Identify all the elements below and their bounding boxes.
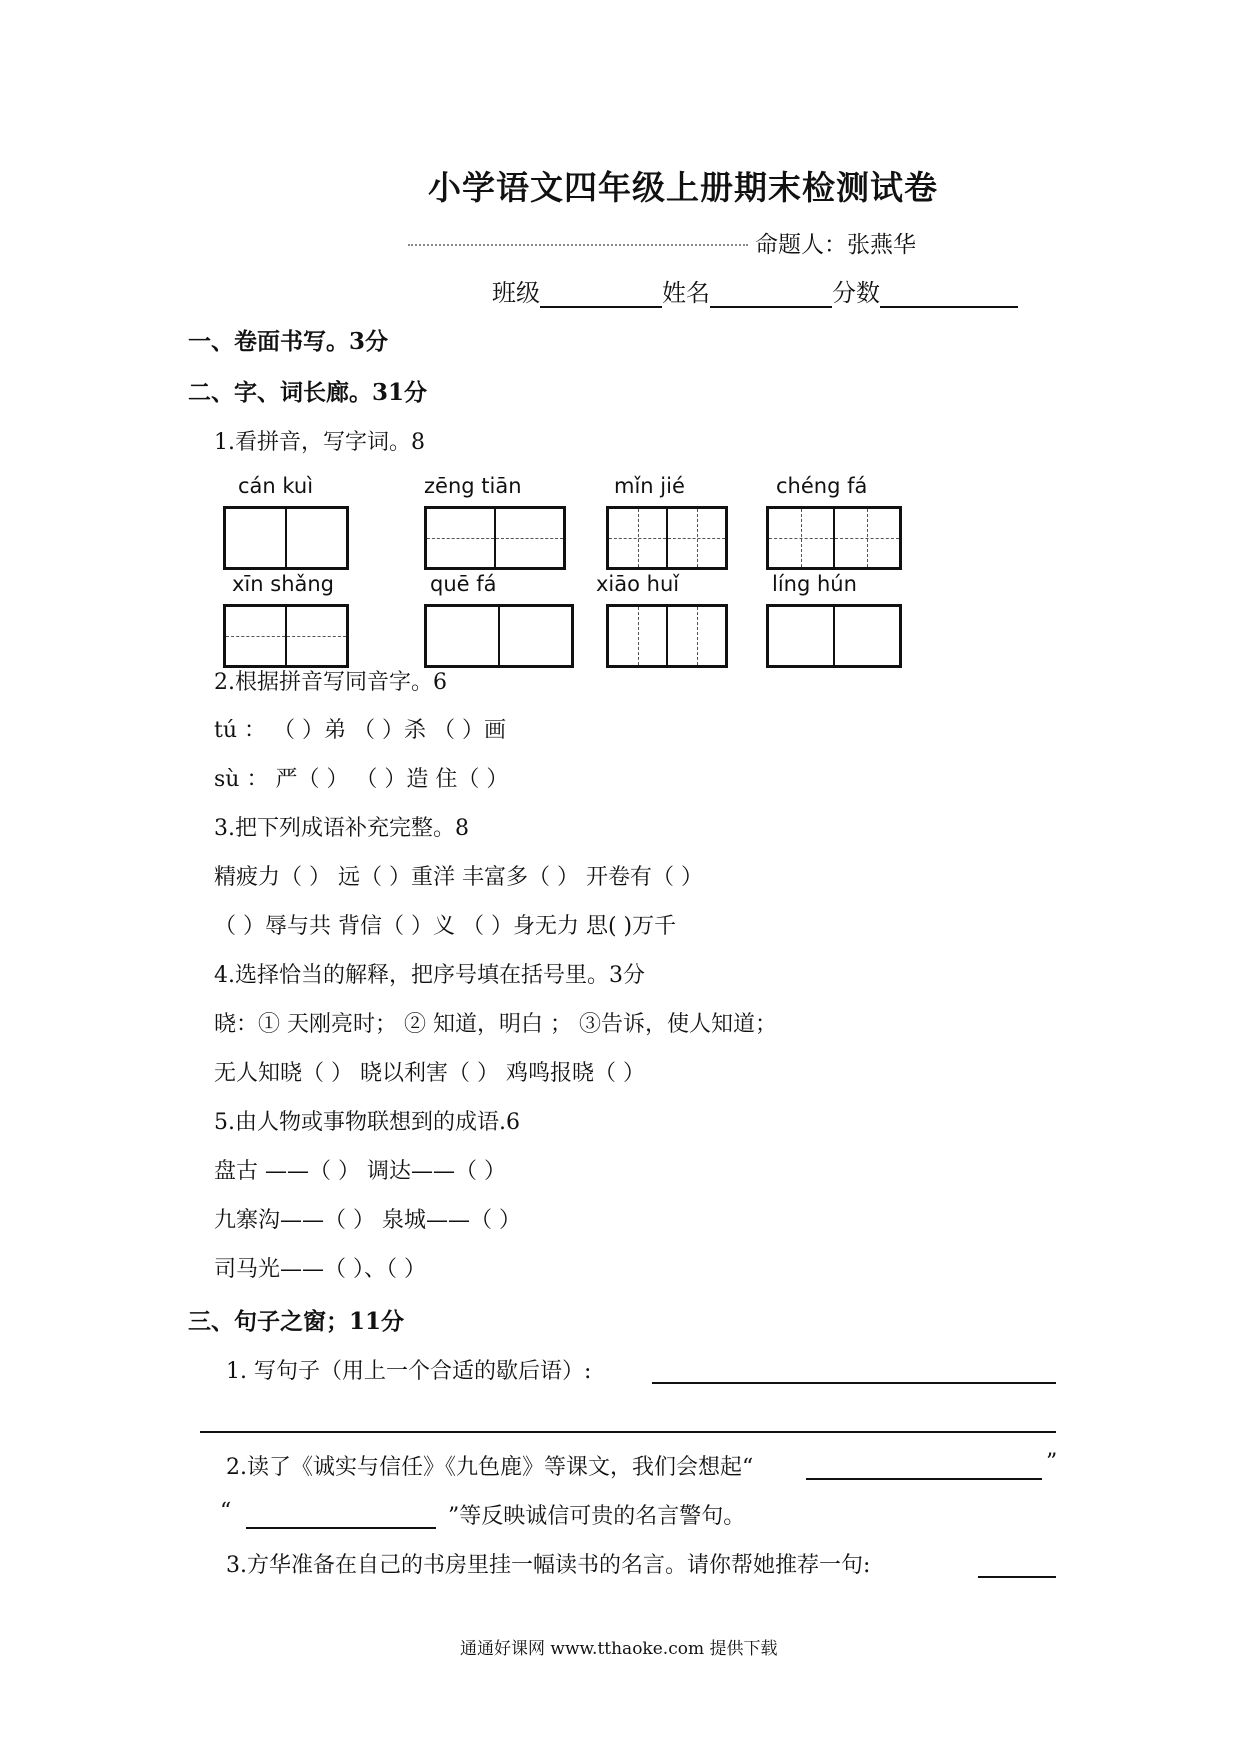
class-label: 班级 <box>492 279 540 307</box>
s3-q2-open-quote: “ <box>220 1499 232 1524</box>
s3-q2-a: 2.读了《诚实与信任》《九色鹿》等课文，我们会想起“ <box>226 1455 754 1480</box>
pinyin-2: zēng tiān <box>424 474 522 498</box>
q3-row-1: 精疲力（ ） 远（ ）重洋 丰富多（ ） 开卷有（ ） <box>214 865 703 890</box>
q2-row-1: tú ： （ ）弟 （ ）杀 （ ）画 <box>214 718 506 743</box>
score-label: 分数 <box>832 279 880 307</box>
pinyin-6: quē fá <box>430 572 497 596</box>
pinyin-5: xīn shǎng <box>232 572 335 596</box>
writing-box-5[interactable] <box>223 604 349 668</box>
writing-box-3[interactable] <box>606 506 728 570</box>
q3-title: 3.把下列成语补充完整。8 <box>214 816 469 841</box>
q3-row-2: （ ）辱与共 背信（ ）义 （ ）身无力 思( )万千 <box>214 914 677 939</box>
s3-q2-answer-line-2[interactable] <box>246 1527 436 1529</box>
writing-box-2[interactable] <box>424 506 566 570</box>
section-1-heading: 一、卷面书写。3分 <box>188 328 389 355</box>
section-2-heading: 二、字、词长廊。31分 <box>188 379 428 406</box>
writing-box-6[interactable] <box>424 604 574 668</box>
author: 命题人：张燕华 <box>755 232 916 258</box>
writing-box-4[interactable] <box>766 506 902 570</box>
pinyin-8: líng hún <box>772 572 857 596</box>
q5-row-3: 司马光——（ ）、（ ） <box>214 1257 426 1282</box>
writing-box-7[interactable] <box>606 604 728 668</box>
student-info <box>492 273 1018 308</box>
s3-q1-answer-line[interactable] <box>652 1382 1056 1384</box>
s3-q2-b: ”等反映诚信可贵的名言警句。 <box>448 1504 746 1529</box>
pinyin-7: xiāo huǐ <box>596 572 680 596</box>
s3-q2-close-quote: ” <box>1046 1450 1058 1475</box>
q5-row-2: 九寨沟——（ ） 泉城——（ ） <box>214 1208 521 1233</box>
pinyin-4: chéng fá <box>776 474 868 498</box>
dotted-leader <box>408 236 748 246</box>
q4-row-1: 晓：① 天刚亮时； ② 知道，明白 ； ③告诉，使人知道； <box>214 1012 777 1037</box>
score-blank[interactable] <box>880 278 1018 308</box>
q5-row-1: 盘古 ——（ ） 调达——（ ） <box>214 1159 506 1184</box>
q5-title: 5.由人物或事物联想到的成语.6 <box>214 1110 520 1135</box>
name-blank[interactable] <box>710 278 832 308</box>
s3-q2-answer-line-1[interactable] <box>806 1478 1042 1480</box>
q2-row-2: sù ： 严（ ） （ ）造 住（ ） <box>214 767 509 792</box>
page-title: 小学语文四年级上册期末检测试卷 <box>428 168 938 207</box>
footer: 通通好课网 www.tthaoke.com 提供下载 <box>460 1639 778 1659</box>
section-3-heading: 三、句子之窗；11分 <box>188 1308 405 1335</box>
q2-title: 2.根据拼音写同音字。6 <box>214 670 447 695</box>
q4-title: 4.选择恰当的解释，把序号填在括号里。3分 <box>214 963 645 988</box>
class-blank[interactable] <box>540 278 662 308</box>
s3-q1-answer-line-2[interactable] <box>200 1431 1056 1433</box>
writing-box-1[interactable] <box>223 506 349 570</box>
pinyin-1: cán kuì <box>238 474 314 498</box>
writing-box-8[interactable] <box>766 604 902 668</box>
name-label: 姓名 <box>662 279 710 307</box>
s3-q3-answer-line[interactable] <box>978 1576 1056 1578</box>
pinyin-3: mǐn jié <box>614 474 685 498</box>
s3-q1: 1. 写句子（用上一个合适的歇后语）: <box>226 1359 592 1384</box>
q1-title: 1.看拼音，写字词。8 <box>214 430 425 455</box>
q4-row-2: 无人知晓（ ） 晓以利害（ ） 鸡鸣报晓（ ） <box>214 1061 645 1086</box>
s3-q3: 3.方华准备在自己的书房里挂一幅读书的名言。请你帮她推荐一句: <box>226 1553 871 1578</box>
